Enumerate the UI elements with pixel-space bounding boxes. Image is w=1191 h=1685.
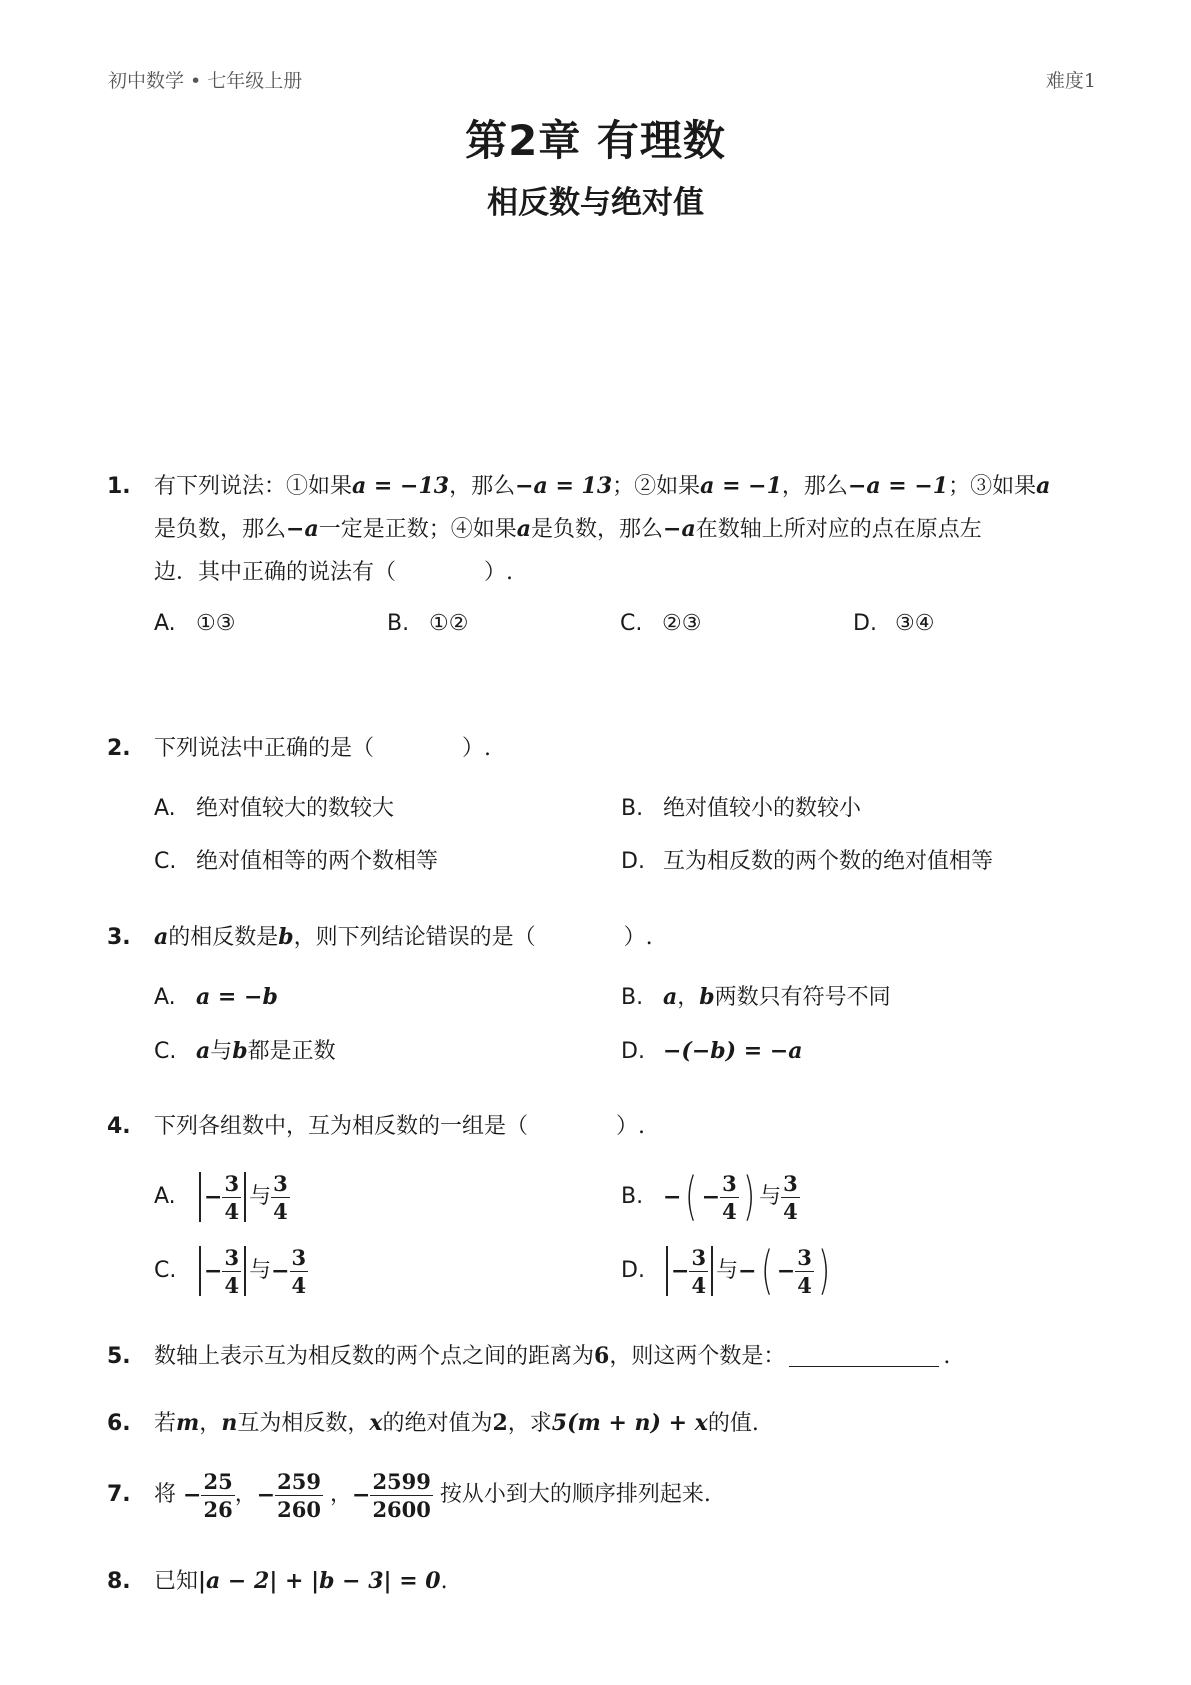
option-d[interactable]	[853, 604, 934, 644]
minus-sign: −	[352, 1482, 371, 1508]
stem-text: 的绝对值为	[382, 1411, 493, 1436]
stem-text: 一定是正数；④如果	[318, 517, 517, 542]
option-c[interactable]	[620, 604, 701, 644]
right-paren: )	[817, 1241, 831, 1301]
stem-text: ，	[234, 1482, 257, 1507]
math-expr: −a = −1	[847, 473, 949, 499]
math-expr: a = −1	[700, 473, 782, 499]
math-expr: m	[176, 1410, 200, 1436]
numerator: 3	[224, 1244, 240, 1270]
math-expr: a = −13	[352, 473, 450, 499]
option-label: B.	[621, 1184, 644, 1209]
question-6	[107, 1402, 1092, 1445]
minus-sign: −	[671, 1258, 690, 1284]
abs-bar	[711, 1246, 713, 1296]
option-label: A.	[154, 611, 176, 636]
fraction	[370, 1468, 432, 1522]
numerator: 3	[273, 1170, 288, 1196]
denominator: 4	[691, 1272, 707, 1298]
math-expr: −a = 13	[515, 473, 613, 499]
abs-bar	[244, 1172, 246, 1222]
option-text: 与	[249, 1258, 272, 1283]
stem-text: ；③如果	[948, 474, 1037, 499]
option-text: 与	[716, 1258, 739, 1283]
minus-sign: −	[776, 1258, 796, 1284]
question-stem: 下列说法中正确的是（ ）.	[154, 736, 491, 761]
question-stem	[154, 916, 1092, 959]
question-5	[107, 1335, 1092, 1378]
math-expr: 5(m + n) + x	[551, 1410, 708, 1436]
numerator: 2599	[372, 1468, 431, 1494]
option-label: A.	[154, 985, 176, 1010]
option-text: ③④	[895, 611, 935, 636]
math-expr: a	[663, 984, 678, 1010]
minus-sign: −	[738, 1258, 757, 1284]
abs-bar	[199, 1172, 201, 1222]
option-text: 与	[249, 1184, 272, 1209]
numerator: 3	[224, 1170, 240, 1196]
option-text: 绝对值相等的两个数相等	[196, 849, 439, 874]
math-expr: b	[699, 984, 715, 1010]
minus-sign: −	[204, 1184, 223, 1210]
stem-text: .	[943, 1344, 951, 1369]
numerator: 3	[797, 1244, 812, 1270]
option-b[interactable]	[621, 789, 861, 829]
option-text: ②③	[662, 611, 702, 636]
option-d[interactable]	[621, 1236, 834, 1306]
question-number: 5.	[107, 1344, 131, 1369]
math-expr: b	[232, 1038, 248, 1064]
math-expr: a	[196, 1038, 211, 1064]
option-text: 与	[759, 1184, 782, 1209]
math-number: 2	[492, 1410, 508, 1436]
right-paren: )	[742, 1167, 756, 1227]
fraction	[689, 1244, 708, 1298]
numerator: 3	[722, 1170, 737, 1196]
denominator: 2600	[372, 1496, 431, 1522]
stem-text: 按从小到大的顺序排列起来.	[439, 1482, 711, 1507]
option-d[interactable]	[621, 842, 993, 882]
numerator: 3	[291, 1244, 307, 1270]
option-text: 两数只有符号不同	[714, 985, 891, 1010]
left-paren: (	[760, 1241, 773, 1301]
denominator: 4	[291, 1272, 307, 1298]
math-expr: b	[278, 924, 294, 950]
option-a[interactable]	[154, 1162, 290, 1232]
option-b[interactable]	[621, 1162, 800, 1232]
denominator: 4	[722, 1198, 737, 1224]
stem-text: ，	[199, 1411, 222, 1436]
question-stem	[154, 1560, 1092, 1603]
stem-text: 是负数，那么	[531, 517, 664, 542]
option-label: C.	[154, 1039, 177, 1064]
question-4	[107, 1105, 1092, 1148]
option-text: 绝对值较大的数较大	[196, 796, 395, 821]
stem-text: 已知	[154, 1569, 199, 1594]
option-c[interactable]	[154, 1236, 308, 1306]
question-stem: 下列各组数中，互为相反数的一组是（ ）.	[154, 1114, 645, 1139]
abs-bar	[666, 1246, 668, 1296]
stem-text: 的相反数是	[168, 925, 279, 950]
option-label: C.	[620, 611, 643, 636]
stem-text: 将	[154, 1482, 177, 1507]
answer-blank[interactable]	[789, 1344, 939, 1367]
question-number: 4.	[107, 1114, 131, 1139]
option-label: D.	[621, 1258, 645, 1283]
option-b[interactable]	[387, 604, 468, 644]
stem-text: ，那么	[449, 474, 516, 499]
stem-text: 有下列说法：①如果	[154, 474, 353, 499]
question-number: 6.	[107, 1411, 131, 1436]
fraction	[290, 1244, 309, 1298]
denominator: 26	[203, 1496, 233, 1522]
stem-text: ，则这两个数是：	[609, 1344, 786, 1369]
question-number: 3.	[107, 925, 131, 950]
fraction	[720, 1170, 739, 1224]
stem-text: 边．其中正确的说法有（ ）.	[154, 560, 513, 585]
option-c[interactable]	[154, 842, 438, 882]
numerator: 3	[783, 1170, 798, 1196]
question-number: 1.	[107, 474, 131, 499]
math-expr: |a − 2| + |b − 3| = 0	[198, 1568, 441, 1594]
stem-text: 数轴上表示互为相反数的两个点之间的距离为	[154, 1344, 595, 1369]
option-label: B.	[621, 985, 644, 1010]
stem-text: ；②如果	[612, 474, 701, 499]
stem-text: 是负数，那么	[154, 517, 287, 542]
question-1	[107, 465, 1092, 594]
question-number: 7.	[107, 1482, 131, 1507]
minus-sign: −	[271, 1258, 290, 1284]
minus-sign: −	[183, 1482, 202, 1508]
question-8	[107, 1560, 1092, 1603]
question-stem	[154, 465, 1092, 594]
option-a[interactable]	[154, 604, 235, 644]
fraction	[201, 1468, 234, 1522]
question-number: 8.	[107, 1569, 131, 1594]
math-number: 6	[594, 1343, 610, 1369]
option-text: ，	[677, 985, 700, 1010]
denominator: 4	[797, 1272, 812, 1298]
option-text: 绝对值较小的数较小	[663, 796, 862, 821]
option-label: D.	[853, 611, 877, 636]
option-text: 互为相反数的两个数的绝对值相等	[663, 849, 994, 874]
question-3	[107, 916, 1092, 959]
question-stem	[154, 1460, 1092, 1530]
question-stem	[154, 1335, 1092, 1378]
denominator: 4	[273, 1198, 288, 1224]
option-label: B.	[387, 611, 410, 636]
stem-text: 在数轴上所对应的点在原点左	[695, 517, 982, 542]
abs-bar	[199, 1246, 201, 1296]
denominator: 4	[783, 1198, 798, 1224]
minus-sign: −	[204, 1258, 223, 1284]
option-label: B.	[621, 796, 644, 821]
fraction	[275, 1468, 323, 1522]
math-expr: n	[221, 1410, 238, 1436]
stem-text: 若	[154, 1411, 177, 1436]
math-expr: a	[1036, 473, 1051, 499]
option-a[interactable]	[154, 789, 394, 829]
denominator: 260	[277, 1496, 321, 1522]
option-label: D.	[621, 1039, 645, 1064]
question-7	[107, 1460, 1092, 1530]
fraction	[222, 1170, 241, 1224]
fraction	[271, 1170, 290, 1224]
page-title: 第2章 有理数	[465, 116, 726, 165]
stem-text: ，则下列结论错误的是（ ）.	[293, 925, 653, 950]
stem-text: 互为相反数，	[237, 1411, 370, 1436]
option-c[interactable]	[154, 1031, 336, 1072]
option-text: ①③	[196, 611, 236, 636]
numerator: 25	[203, 1468, 233, 1494]
math-expr: a	[516, 516, 531, 542]
question-stem	[154, 1402, 1092, 1445]
math-expr: −a	[286, 516, 319, 542]
denominator: 4	[224, 1198, 240, 1224]
option-d[interactable]	[621, 1031, 803, 1072]
fraction	[781, 1170, 800, 1224]
numerator: 259	[277, 1468, 321, 1494]
stem-text: .	[440, 1569, 448, 1594]
option-label: C.	[154, 1258, 177, 1283]
abs-bar	[244, 1246, 246, 1296]
option-label: D.	[621, 849, 645, 874]
option-label: A.	[154, 1184, 176, 1209]
minus-sign: −	[701, 1184, 721, 1210]
option-text: 与	[210, 1039, 233, 1064]
page-subtitle: 相反数与绝对值	[487, 185, 704, 221]
denominator: 4	[224, 1272, 240, 1298]
minus-sign: −	[663, 1184, 682, 1210]
stem-text: 的值.	[707, 1411, 759, 1436]
stem-text: ，	[329, 1482, 352, 1507]
question-number: 2.	[107, 736, 131, 761]
math-expr: x	[369, 1410, 383, 1436]
option-b[interactable]	[621, 977, 891, 1018]
option-text: ①②	[429, 611, 469, 636]
header-course: 初中数学 • 七年级上册	[108, 70, 303, 92]
numerator: 3	[691, 1244, 707, 1270]
option-label: C.	[154, 849, 177, 874]
left-paren: (	[685, 1167, 698, 1227]
math-expr: −(−b) = −a	[663, 1038, 803, 1064]
option-label: A.	[154, 796, 176, 821]
header-difficulty: 难度1	[1045, 70, 1096, 92]
minus-sign: −	[256, 1482, 276, 1508]
option-a[interactable]	[154, 977, 278, 1018]
fraction	[222, 1244, 241, 1298]
option-text: 都是正数	[247, 1039, 336, 1064]
math-expr: a = −b	[196, 984, 278, 1010]
math-expr: −a	[663, 516, 696, 542]
question-2	[107, 727, 1092, 770]
stem-text: ，那么	[781, 474, 848, 499]
stem-text: ，求	[507, 1411, 552, 1436]
fraction	[795, 1244, 814, 1298]
math-expr: a	[154, 924, 169, 950]
